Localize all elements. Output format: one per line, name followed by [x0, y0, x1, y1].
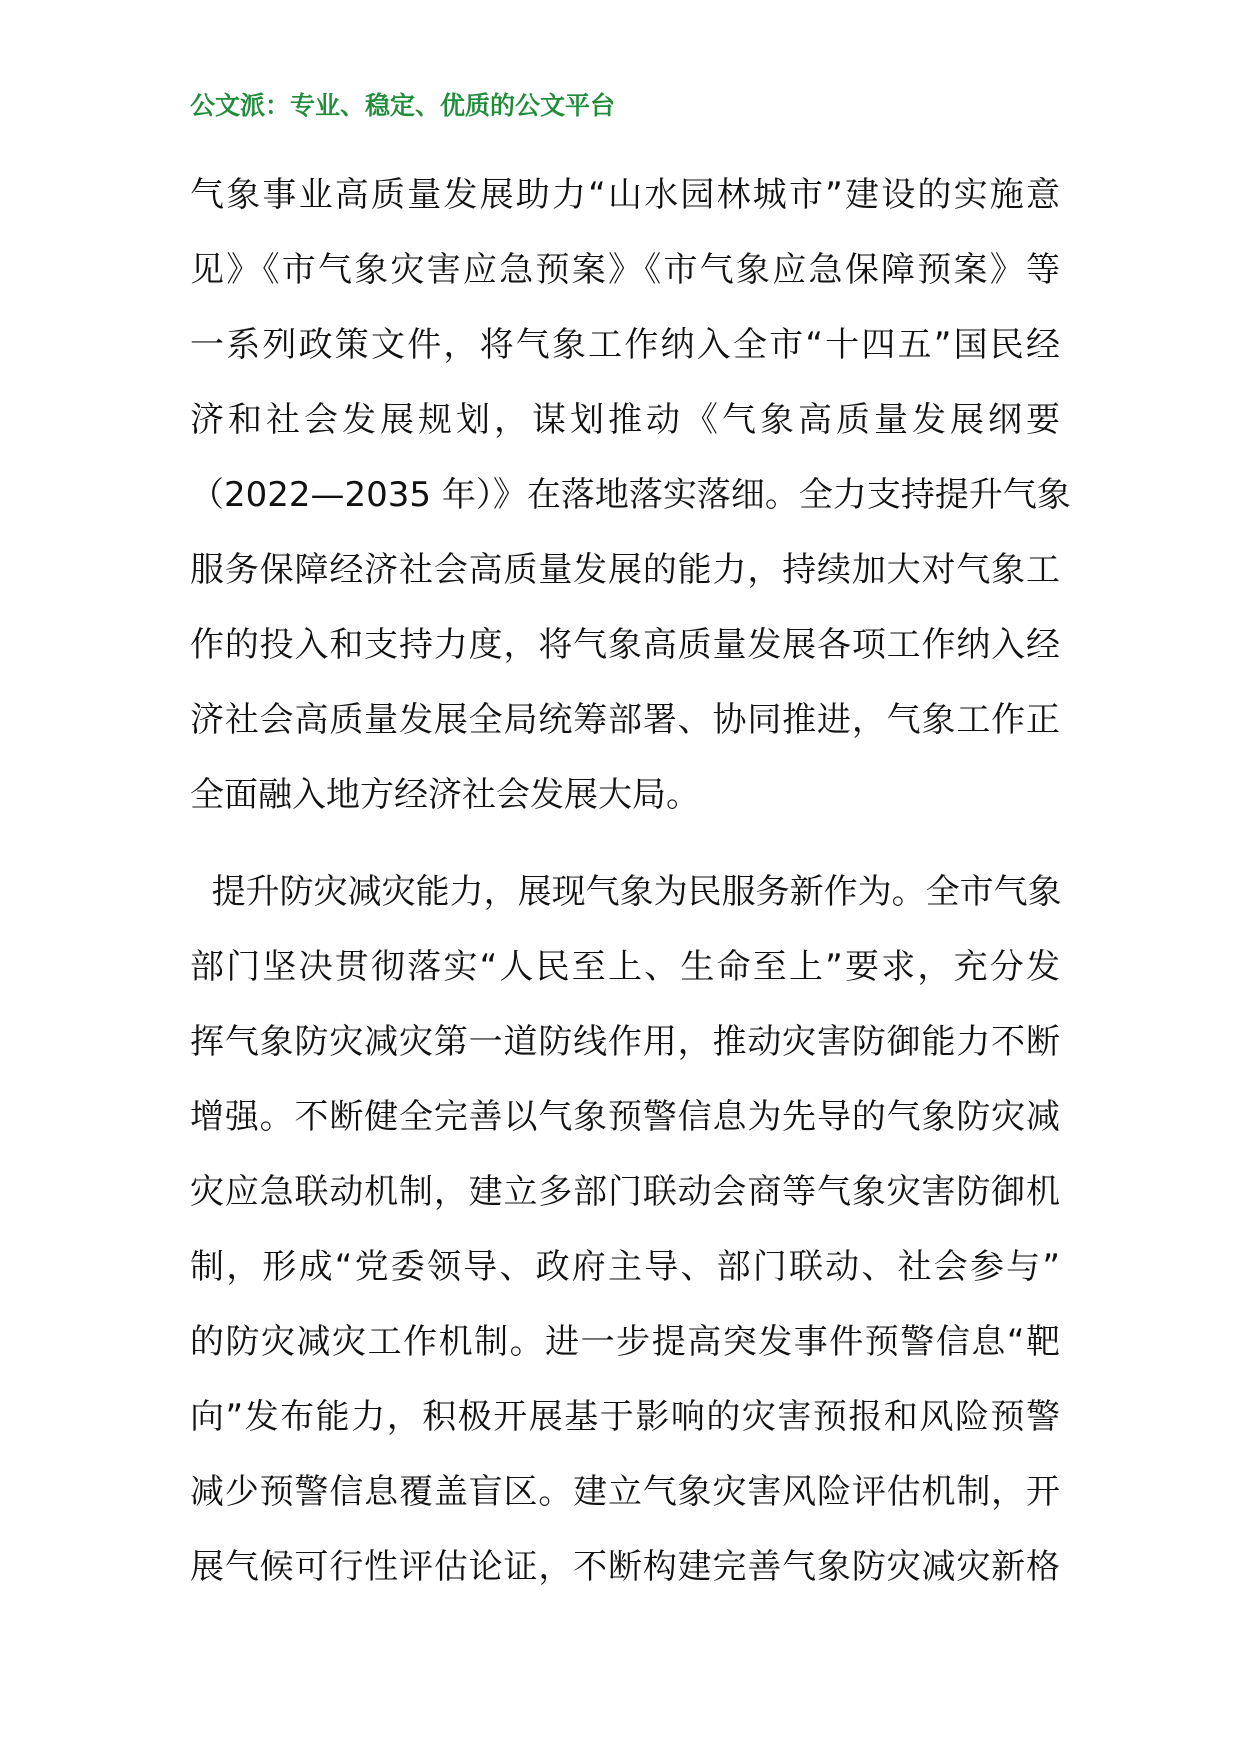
paragraph-1-line-5: （2022—2035 年）》在落地落实落细。全力支持提升气象 — [190, 475, 1071, 515]
site-header: 公文派：专业、稳定、优质的公文平台 — [190, 91, 616, 120]
paragraph-2-line-1: 提升防灾减灾能力，展现气象为民服务新作为。全市气象 — [190, 872, 1062, 912]
paragraph-2-line-6: 制，形成“党委领导、政府主导、部门联动、社会参与” — [190, 1247, 1060, 1287]
paragraph-2-line-5: 灾应急联动机制，建立多部门联动会商等气象灾害防御机 — [190, 1172, 1060, 1212]
paragraph-2 — [190, 855, 1060, 1605]
paragraph-2-line-10: 展气候可行性评估论证，不断构建完善气象防灾减灾新格 — [190, 1547, 1060, 1587]
paragraph-2-line-2: 部门坚决贯彻落实“人民至上、生命至上”要求，充分发 — [190, 947, 1060, 987]
paragraph-2-line-7: 的防灾减灾工作机制。进一步提高突发事件预警信息“靶 — [190, 1322, 1060, 1362]
paragraph-1-line-9: 全面融入地方经济社会发展大局。 — [190, 775, 700, 815]
paragraph-2-line-3: 挥气象防灾减灾第一道防线作用，推动灾害防御能力不断 — [190, 1022, 1060, 1062]
paragraph-1-line-8: 济社会高质量发展全局统筹部署、协同推进，气象工作正 — [190, 700, 1060, 740]
paragraph-2-line-4: 增强。不断健全完善以气象预警信息为先导的气象防灾减 — [190, 1097, 1060, 1137]
paragraph-1-line-2: 见》《市气象灾害应急预案》《市气象应急保障预案》等 — [190, 250, 1060, 290]
paragraph-1-line-1: 气象事业高质量发展助力“山水园林城市”建设的实施意 — [190, 175, 1060, 215]
paragraph-2-line-9: 减少预警信息覆盖盲区。建立气象灾害风险评估机制，开 — [190, 1472, 1060, 1512]
paragraph-1-line-6: 服务保障经济社会高质量发展的能力，持续加大对气象工 — [190, 550, 1060, 590]
paragraph-1-line-7: 作的投入和支持力度，将气象高质量发展各项工作纳入经 — [190, 625, 1060, 665]
paragraph-1 — [190, 158, 1071, 833]
paragraph-1-line-3: 一系列政策文件，将气象工作纳入全市“十四五”国民经 — [190, 325, 1060, 365]
paragraph-1-line-4: 济和社会发展规划，谋划推动《气象高质量发展纲要 — [190, 400, 1060, 440]
paragraph-2-line-8: 向”发布能力，积极开展基于影响的灾害预报和风险预警 — [190, 1397, 1060, 1437]
